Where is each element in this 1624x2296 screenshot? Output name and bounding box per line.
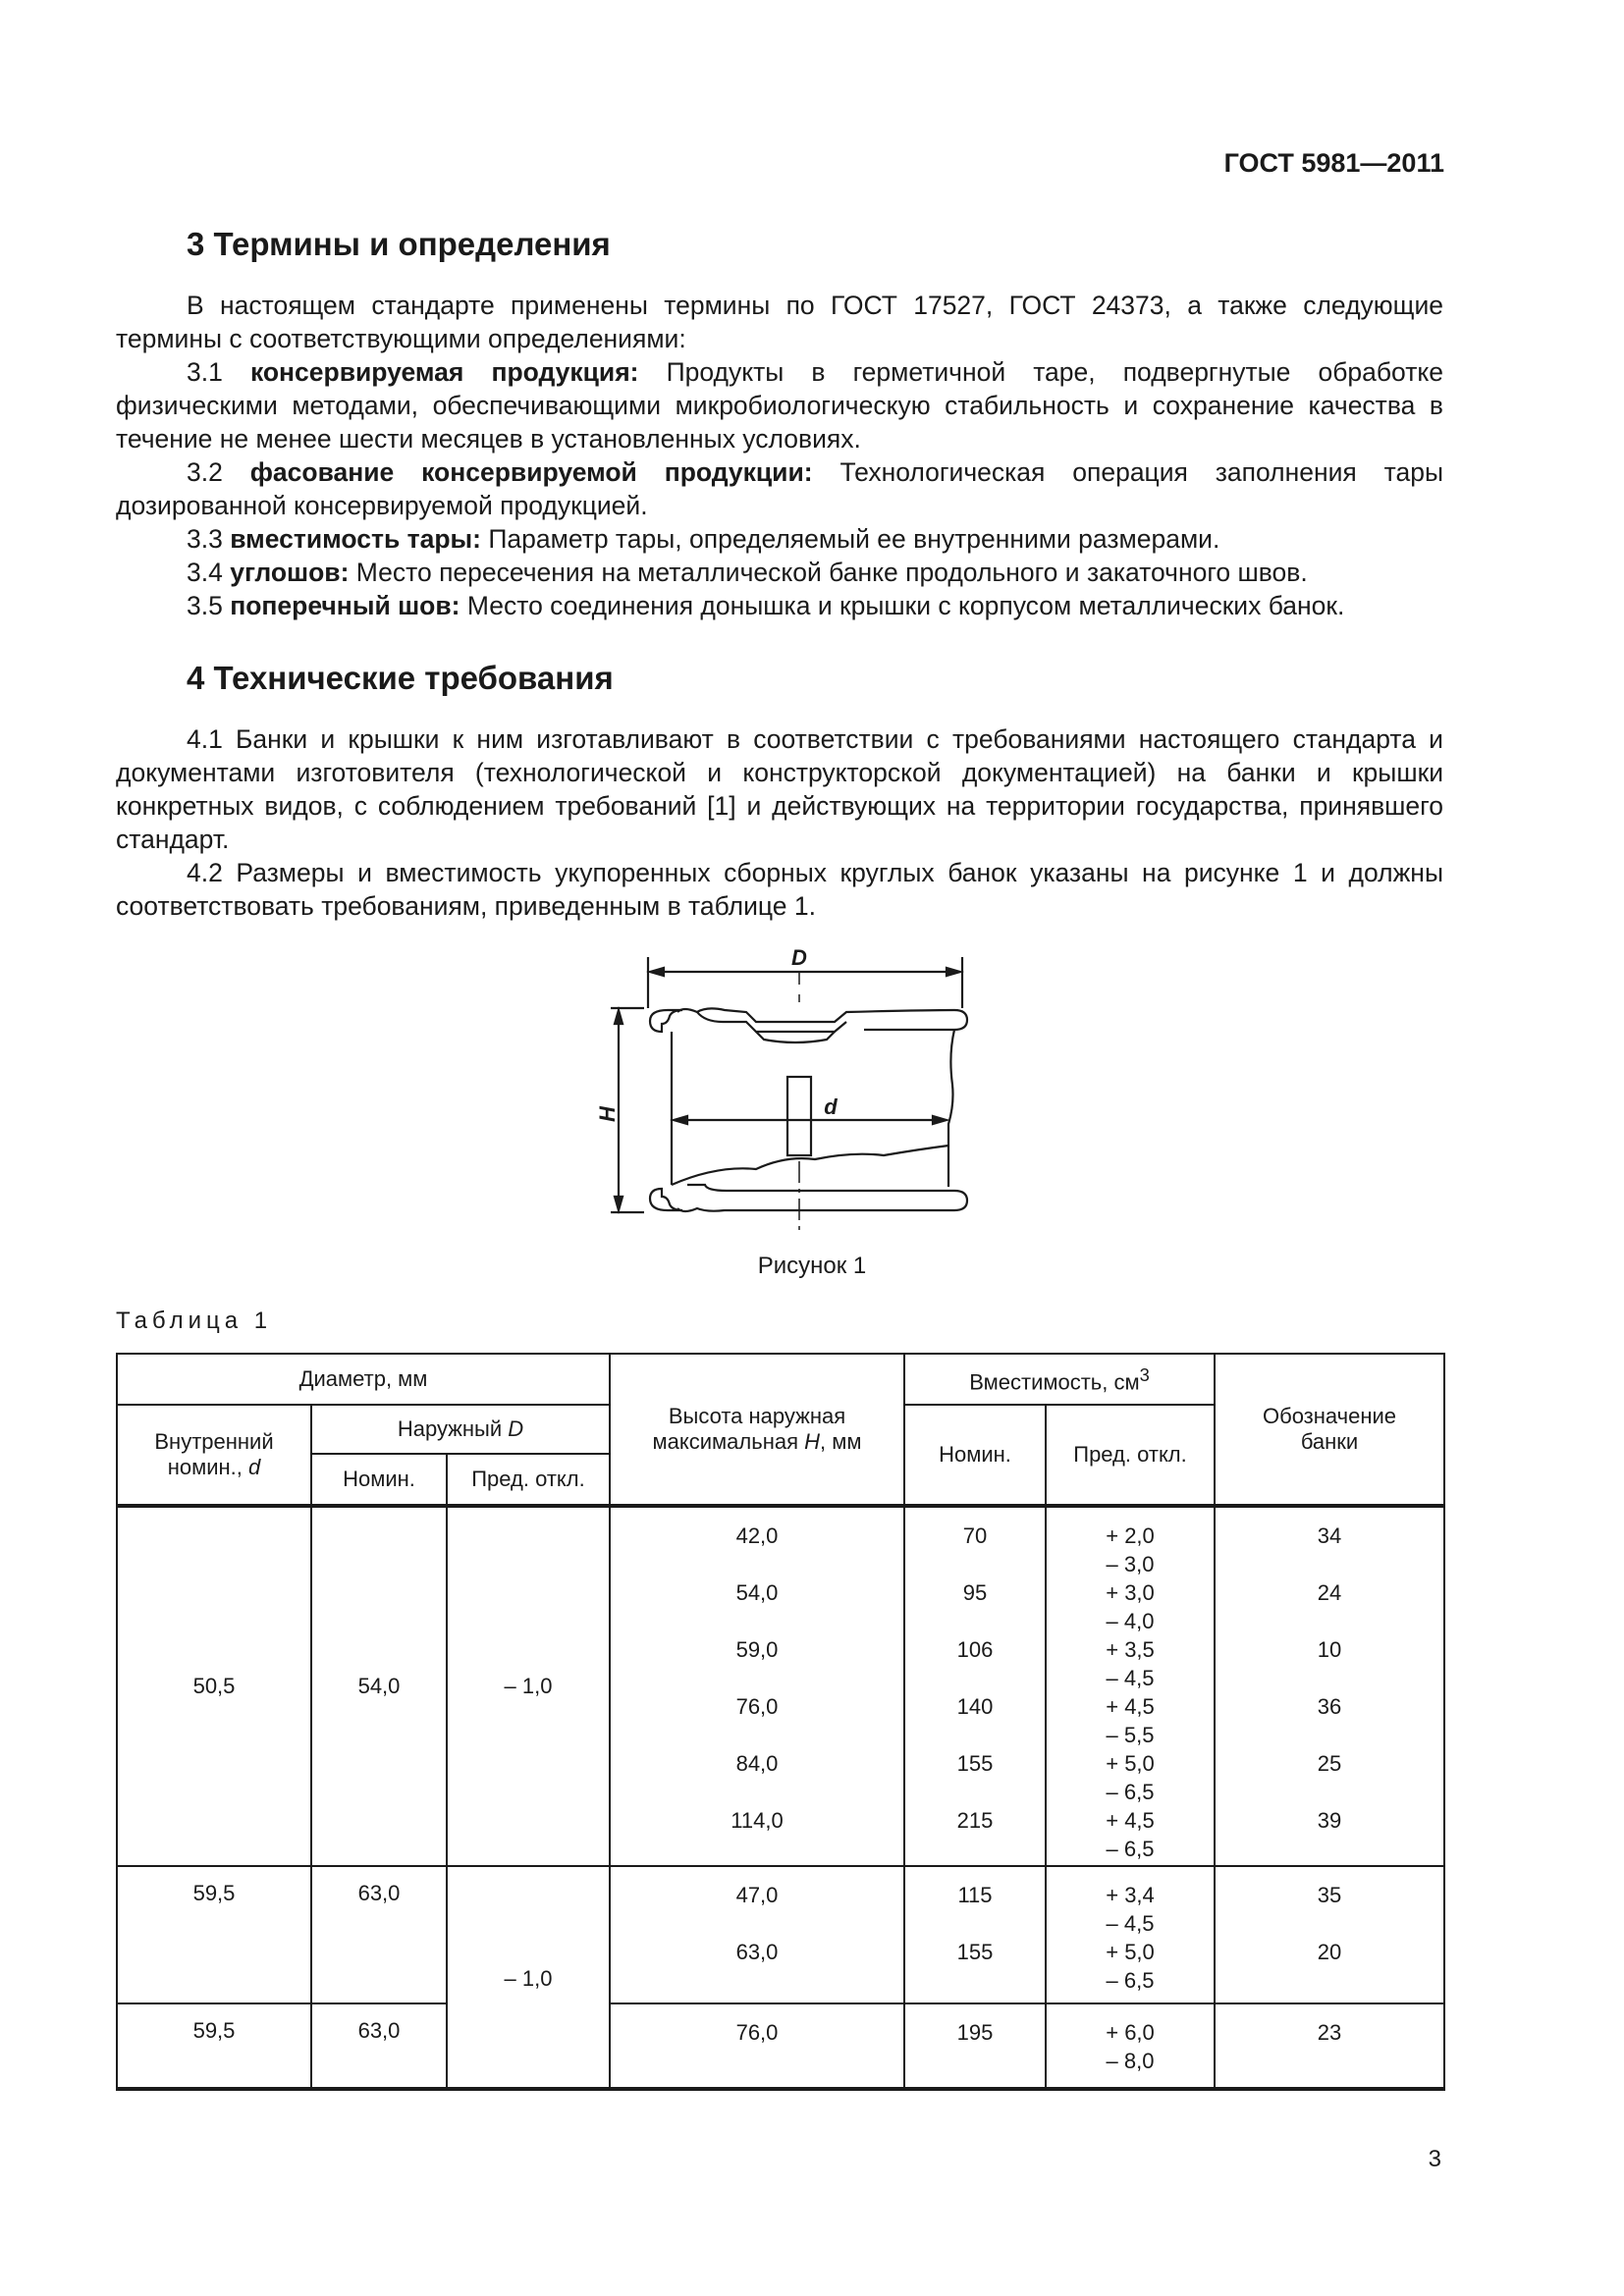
- section-3-title: 3 Термины и определения: [187, 226, 611, 262]
- page-number: 3: [1428, 2146, 1441, 2172]
- table-label: Таблица 1: [116, 1308, 273, 1334]
- header-inner: Внутренний номин., d: [117, 1405, 311, 1506]
- cell-outer-tol: – 1,0: [447, 1506, 610, 1866]
- header-outer-nomin: Номин.: [311, 1454, 447, 1506]
- section-3-intro: В настоящем стандарте применены термины по ГОСТ 17527, ГОСТ 24373, а также следующие термины с соответствующими определениями:: [116, 291, 1443, 353]
- cell-tolerances: + 6,0 – 8,0: [1046, 2003, 1215, 2089]
- header-height: Высота наружная максимальная H, мм: [610, 1354, 904, 1506]
- label-D: D: [791, 945, 807, 970]
- side-seam: [787, 1077, 811, 1155]
- cell-heights: 47,0 63,0: [610, 1866, 904, 2003]
- cell-marks: 23: [1215, 2003, 1444, 2089]
- term-3-1: 3.1 консервируемая продукция: Продукты в герметичной таре, подвергнутые обработке физическими методами, обеспечивающими микробиологическую стабильность и сохранение качества в течение не менее шести месяцев в установленных условиях.: [116, 357, 1443, 454]
- header-cap-tol: Пред. откл.: [1046, 1405, 1215, 1506]
- header-diameter: Диаметр, мм: [117, 1354, 610, 1405]
- table-row-group-1: [117, 1506, 1444, 1866]
- paragraph-4-1: 4.1 Банки и крышки к ним изготавливают в соответствии с требованиями настоящего стандарта и документами изготовителя (технологической и конструкторской документацией) на банки и крышки конкретных видов, с соблюдением требований [1] и действующих на территории государства, принявшего стандарт.: [116, 724, 1443, 854]
- header-capacity: Вместимость, $см^3$: [904, 1354, 1215, 1405]
- label-H: H: [595, 1106, 620, 1122]
- cell-capacities: 70 95 106 140 155 215: [904, 1506, 1046, 1866]
- cell-marks: 35 20: [1215, 1866, 1444, 2003]
- table-row-group-2: [117, 1866, 1444, 2003]
- term-3-4: 3.4 углошов: Место пересечения на металлической банке продольного и закаточного швов.: [187, 558, 1308, 587]
- header-mark: Обозначение банки: [1215, 1354, 1444, 1506]
- header-cap-nomin: Номин.: [904, 1405, 1046, 1506]
- bottom-seam-left: [650, 1189, 682, 1210]
- paragraph-4-2: 4.2 Размеры и вместимость укупоренных сборных круглых банок указаны на рисунке 1 и должны соответствовать требованиям, приведенным в таблице 1.: [116, 858, 1443, 921]
- cell-heights: 76,0: [610, 2003, 904, 2089]
- table-row-group-3: [117, 2003, 1444, 2089]
- cell-outer: 54,0: [311, 1506, 447, 1866]
- dimensions-table: [116, 1353, 1445, 2091]
- cell-outer: 63,0: [311, 2003, 447, 2089]
- cell-inner: 59,5: [117, 1866, 311, 2003]
- section-4-title: 4 Технические требования: [187, 660, 614, 696]
- figure-caption: Рисунок 1: [757, 1253, 867, 1279]
- top-seam-left: [650, 1010, 682, 1032]
- cell-outer-tol-empty: [447, 2003, 610, 2089]
- cell-inner: 59,5: [117, 2003, 311, 2089]
- term-3-5: 3.5 поперечный шов: Место соединения донышка и крышки с корпусом металлических банок.: [187, 591, 1345, 620]
- cell-heights: 42,0 54,0 59,0 76,0 84,0 114,0: [610, 1506, 904, 1866]
- cell-tolerances: + 2,0 – 3,0 + 3,0 – 4,0 + 3,5 – 4,5 + 4,5 – 5,5 + 5,0 – 6,5 + 4,5 – 6,5: [1046, 1506, 1215, 1866]
- term-3-3: 3.3 вместимость тары: Параметр тары, определяемый ее внутренними размерами.: [187, 524, 1220, 554]
- term-3-2: 3.2 фасование консервируемой продукции: Технологическая операция заполнения тары дозированной консервируемой продукцией.: [116, 457, 1443, 520]
- can-diagram: [589, 937, 982, 1247]
- cell-tolerances: + 3,4 – 4,5 + 5,0 – 6,5: [1046, 1866, 1215, 2003]
- document-id: ГОСТ 5981—2011: [1223, 148, 1444, 178]
- label-d: d: [824, 1095, 838, 1119]
- cell-capacities: 195: [904, 2003, 1046, 2089]
- cell-inner: 50,5: [117, 1506, 311, 1866]
- cell-marks: 34 24 10 36 25 39: [1215, 1506, 1444, 1866]
- cell-capacities: 115 155: [904, 1866, 1046, 2003]
- header-outer: Наружный D: [311, 1405, 610, 1454]
- cell-outer-tol: – 1,0: [447, 1866, 610, 2003]
- cell-outer: 63,0: [311, 1866, 447, 2003]
- header-outer-tol: Пред. откл.: [447, 1454, 610, 1506]
